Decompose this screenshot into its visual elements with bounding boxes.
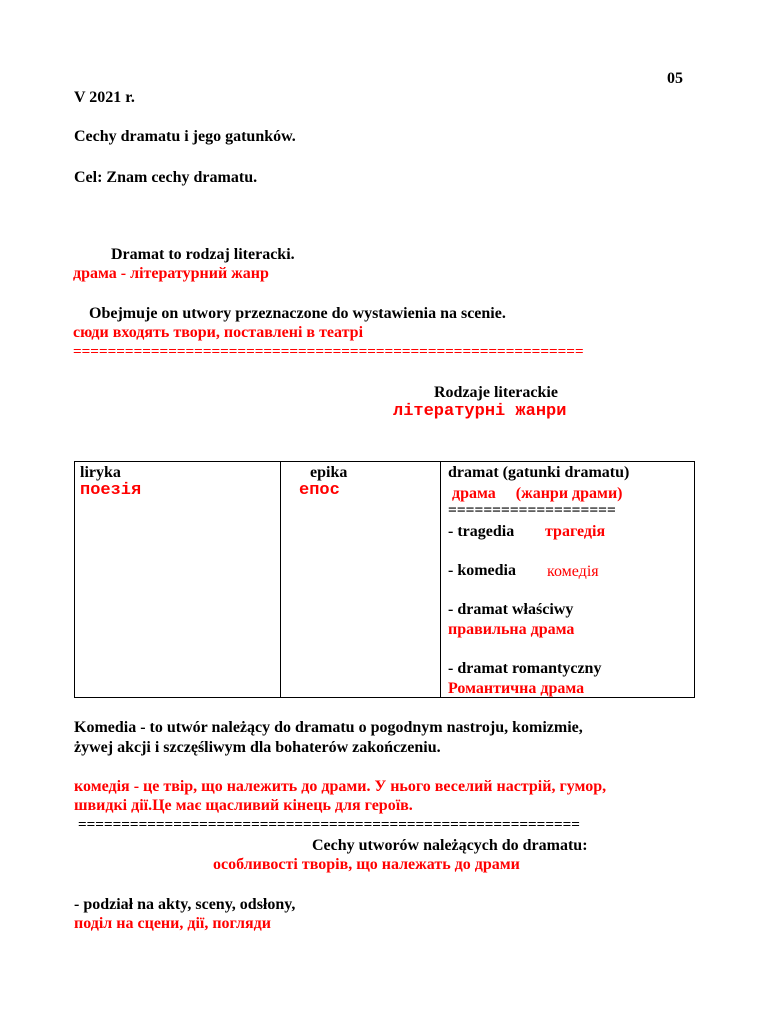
table-col3-polish: dramat (gatunki dramatu) (448, 464, 630, 481)
feature-1-polish: - podział na akty, sceny, odsłony, (74, 896, 296, 913)
comedy-definition-polish-line2: żywej akcji i szczęśliwym dla bohaterów zakończeniu. (74, 739, 441, 756)
genres-heading-ukrainian: літературні жанри (393, 402, 567, 421)
feature-1-ukrainian: поділ на сцени, дії, погляди (74, 915, 271, 932)
separator-line-2: ========================================================== (78, 816, 580, 833)
genre-item-proper-drama-uk: правильна драма (448, 621, 575, 638)
table-border-top (74, 461, 695, 462)
table-col1-ukrainian: поезія (80, 481, 142, 500)
table-col2-ukrainian: епос (299, 481, 340, 500)
table-border-bottom (74, 697, 695, 698)
comedy-definition-ukrainian-line2: швидкі дії.Це має щасливий кінець для героїв. (74, 797, 413, 814)
genres-heading-polish: Rodzaje literackie (434, 384, 558, 401)
date: V 2021 r. (74, 89, 135, 106)
table-col3-separator: =================== (448, 502, 616, 519)
page-number: 05 (667, 70, 683, 87)
genre-item-romantic-drama-uk: Романтична драма (448, 680, 585, 697)
definition-1-ukrainian: драма - літературний жанр (73, 265, 269, 282)
table-divider-1 (280, 461, 281, 698)
separator-line: =========================================================== (73, 343, 584, 360)
definition-2-ukrainian: сюди входять твори, поставлені в театрі (73, 324, 364, 341)
table-col2-polish: epika (310, 464, 348, 481)
features-heading-ukrainian: особливості творів, що належать до драми (213, 856, 520, 873)
lesson-topic: Cechy dramatu i jego gatunków. (74, 128, 296, 145)
genre-item-comedy: - komedia (448, 562, 516, 579)
genre-item-comedy-uk: комедія (547, 563, 599, 580)
table-divider-2 (440, 461, 441, 698)
table-col3-ukrainian: драма (жанри драми) (452, 485, 623, 502)
table-border-right (694, 461, 695, 698)
definition-2-polish: Obejmuje on utwory przeznaczone do wystawienia na scenie. (89, 305, 506, 322)
features-heading-polish: Cechy utworów należących do dramatu: (312, 837, 588, 854)
table-border-left (74, 461, 75, 698)
definition-1-polish: Dramat to rodzaj literacki. (111, 246, 295, 263)
table-col1-polish: liryka (80, 464, 121, 481)
genre-item-romantic-drama: - dramat romantyczny (448, 660, 602, 677)
comedy-definition-polish-line1: Komedia - to utwór należący do dramatu o pogodnym nastroju, komizmie, (74, 719, 583, 736)
genre-item-tragedy: - tragedia (448, 523, 515, 540)
genre-item-tragedy-uk: трагедія (545, 523, 606, 540)
genre-item-proper-drama: - dramat właściwy (448, 601, 574, 618)
lesson-goal: Cel: Znam cechy dramatu. (74, 169, 258, 186)
comedy-definition-ukrainian-line1: комедія - це твір, що належить до драми. У нього веселий настрій, гумор, (74, 778, 607, 795)
